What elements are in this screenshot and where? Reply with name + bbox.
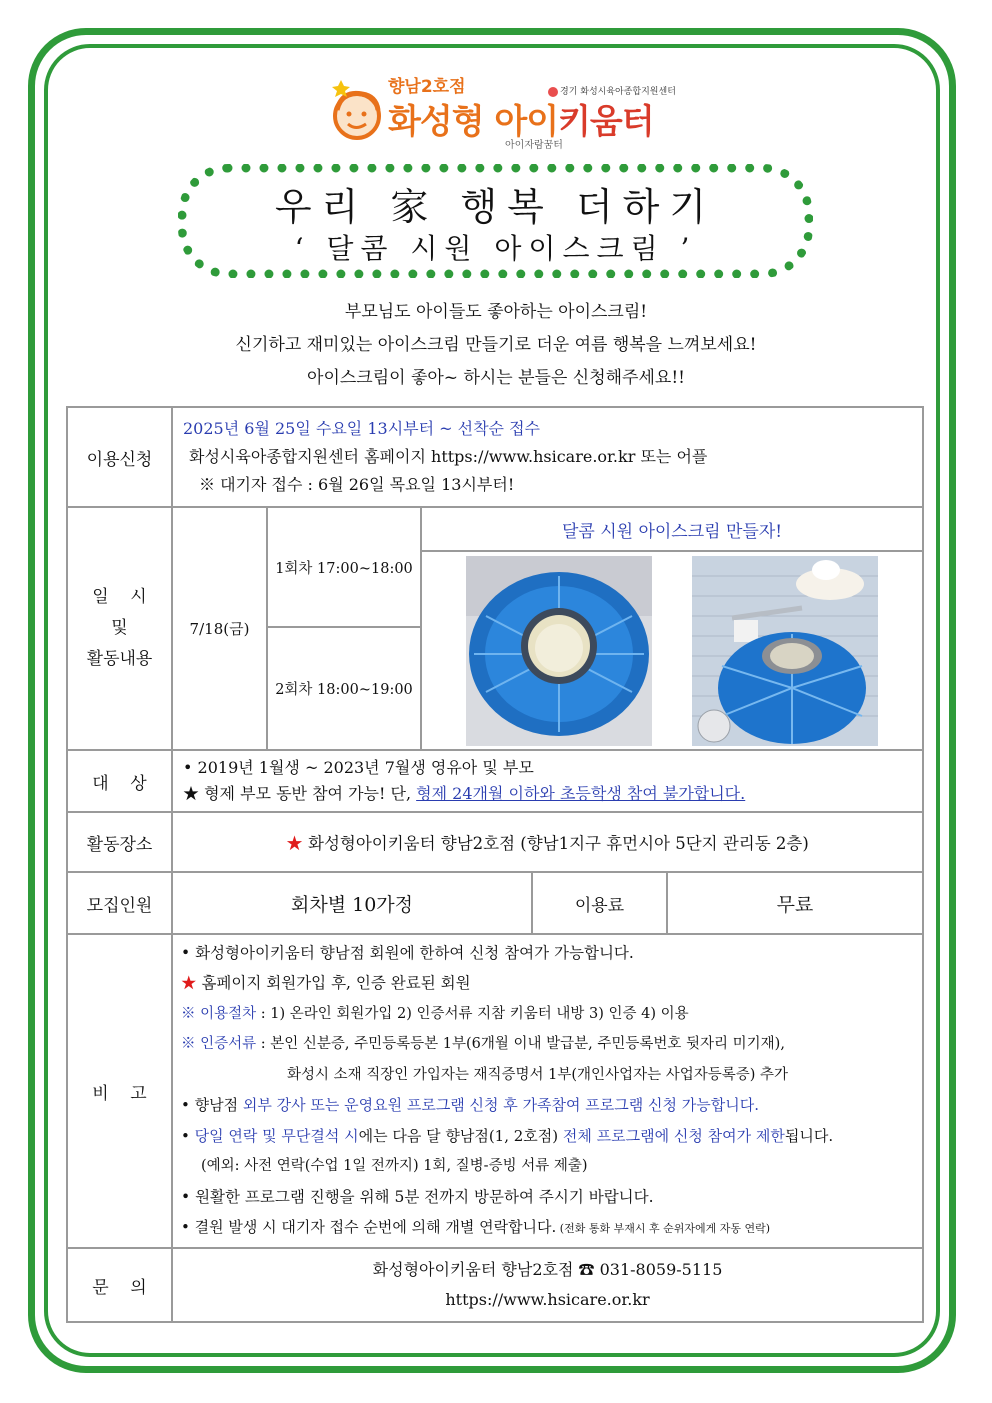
note-8: (예외: 사전 연락(수업 1일 전까지) 1회, 질병-증빙 서류 제출) bbox=[201, 1158, 588, 1174]
note-10-small: (전화 통화 부재시 후 순위자에게 자동 연락) bbox=[556, 1222, 771, 1235]
logo-branch: 향남2호점 bbox=[388, 77, 466, 97]
note-7-d: 전체 프로그램에 신청 참여가 제한 bbox=[562, 1126, 785, 1145]
ice-cream-maker-photo-2 bbox=[692, 556, 878, 746]
logo-name-a: 화성형 아이 bbox=[388, 102, 559, 142]
recruit-value: 회차별 10가정 bbox=[172, 872, 532, 934]
title-box bbox=[178, 164, 813, 278]
note-star-icon: ★ bbox=[181, 974, 197, 992]
note-2-text: 홈페이지 회원가입 후, 인증 완료된 회원 bbox=[196, 974, 471, 992]
intro-line-1: 부모님도 아이들도 좋아하는 아이스크림! bbox=[344, 302, 648, 322]
apply-date: 2025년 6월 25일 수요일 13시부터 ~ 선착순 접수 bbox=[183, 419, 541, 438]
note-3-b: : 1) 온라인 회원가입 2) 인증서류 지참 키움터 내방 3) 인증 4) 이용 bbox=[256, 1005, 689, 1022]
schedule-label-a: 일 시 bbox=[92, 587, 147, 607]
notes-cell bbox=[172, 934, 923, 1248]
schedule-label-b: 및 bbox=[111, 618, 128, 638]
intro-text bbox=[70, 296, 922, 395]
session-2: 2회차 18:00~19:00 bbox=[267, 627, 421, 750]
target-sibling-b: 형제 24개월 이하와 초등학생 참여 불가합니다. bbox=[416, 784, 746, 803]
apply-waitlist: ※ 대기자 접수 : 6월 26일 목요일 13시부터! bbox=[199, 475, 515, 494]
place-text: 화성형아이키움터 향남2호점 (향남1지구 휴먼시아 5단지 관리동 2층) bbox=[302, 834, 809, 853]
apply-label: 이용신청 bbox=[67, 407, 172, 507]
target-age: • 2019년 1월생 ~ 2023년 7월생 영유아 및 부모 bbox=[183, 758, 534, 777]
note-3-a: ※ 이용절차 bbox=[181, 1005, 257, 1022]
logo-name-b: 키움터 bbox=[558, 102, 654, 142]
contact-cell bbox=[172, 1248, 923, 1322]
note-7-c: 에는 다음 달 향남점(1, 2호점) bbox=[358, 1126, 563, 1145]
note-7-a: • bbox=[181, 1126, 195, 1145]
logo-tagline: 아이자람꿈터 bbox=[505, 140, 563, 151]
sub-title: ‘ 달콤 시원 아이스크림 ’ bbox=[294, 232, 697, 265]
org-name: 경기 화성시육아종합지원센터 bbox=[560, 87, 676, 97]
intro-line-2: 신기하고 재미있는 아이스크림 만들기로 더운 여름 행복을 느껴보세요! bbox=[235, 335, 757, 355]
schedule-label-c: 활동내용 bbox=[86, 649, 153, 669]
target-label: 대 상 bbox=[67, 750, 172, 812]
logo bbox=[322, 70, 662, 150]
place-star-icon: ★ bbox=[286, 834, 303, 853]
target-sibling-a: ★ 형제 부모 동반 참여 가능! 단, bbox=[183, 784, 417, 803]
org-mark bbox=[548, 84, 676, 97]
apply-cell bbox=[172, 407, 923, 507]
fee-value: 무료 bbox=[667, 872, 923, 934]
note-4 bbox=[173, 1029, 922, 1060]
main-title: 우리 家 행복 더하기 bbox=[274, 185, 717, 229]
photo-cell bbox=[421, 551, 923, 750]
note-6-b: 외부 강사 또는 운영요원 프로그램 신청 후 가족참여 프로그램 신청 가능합니다. bbox=[242, 1096, 759, 1114]
place-cell bbox=[172, 812, 923, 872]
child-face-icon bbox=[328, 80, 386, 142]
intro-line-3: 아이스크림이 좋아~ 하시는 분들은 신청해주세요!! bbox=[307, 368, 685, 388]
notes-label: 비 고 bbox=[67, 934, 172, 1248]
note-7-b: 당일 연락 및 무단결석 시 bbox=[194, 1126, 359, 1145]
contact-url[interactable]: https://www.hsicare.or.kr bbox=[445, 1290, 650, 1309]
note-9: • 원활한 프로그램 진행을 위해 5분 전까지 방문하여 주시기 바랍니다. bbox=[181, 1187, 654, 1206]
note-4-a: ※ 인증서류 bbox=[181, 1036, 257, 1052]
note-7 bbox=[173, 1121, 922, 1152]
org-logo-icon bbox=[548, 87, 558, 97]
place-label: 활동장소 bbox=[67, 812, 172, 872]
note-6-a: • 향남점 bbox=[181, 1096, 243, 1114]
target-sibling bbox=[173, 781, 922, 807]
activity-title: 달콤 시원 아이스크림 만들자! bbox=[421, 507, 923, 551]
note-5: 화성시 소재 직장인 가입자는 재직증명서 1부(개인사업자는 사업자등록증) 추가 bbox=[287, 1066, 789, 1083]
schedule-date: 7/18(금) bbox=[172, 507, 267, 750]
note-10 bbox=[173, 1212, 922, 1245]
session-1: 1회차 17:00~18:00 bbox=[267, 507, 421, 627]
ice-cream-maker-photo-1 bbox=[466, 556, 652, 746]
note-3 bbox=[173, 999, 922, 1030]
note-6 bbox=[173, 1090, 922, 1121]
note-2 bbox=[173, 968, 922, 999]
contact-label: 문 의 bbox=[67, 1248, 172, 1322]
apply-method: 화성시육아종합지원센터 홈페이지 https://www.hsicare.or.kr 또는 어플 bbox=[189, 447, 708, 466]
note-4-b: : 본인 신분증, 주민등록등본 1부(6개월 이내 발급분, 주민등록번호 뒷자리 미기재), bbox=[256, 1036, 785, 1052]
note-1: • 화성형아이키움터 향남점 회원에 한하여 신청 참여가 가능합니다. bbox=[181, 943, 634, 962]
note-10-text: • 결원 발생 시 대기자 접수 순번에 의해 개별 연락합니다. bbox=[181, 1218, 557, 1236]
schedule-label bbox=[67, 507, 172, 750]
info-table bbox=[66, 406, 924, 1323]
target-cell bbox=[172, 750, 923, 812]
recruit-label: 모집인원 bbox=[67, 872, 172, 934]
fee-label: 이용료 bbox=[532, 872, 667, 934]
contact-phone: 화성형아이키움터 향남2호점 ☎ 031-8059-5115 bbox=[372, 1260, 723, 1279]
note-7-e: 됩니다. bbox=[784, 1126, 834, 1145]
